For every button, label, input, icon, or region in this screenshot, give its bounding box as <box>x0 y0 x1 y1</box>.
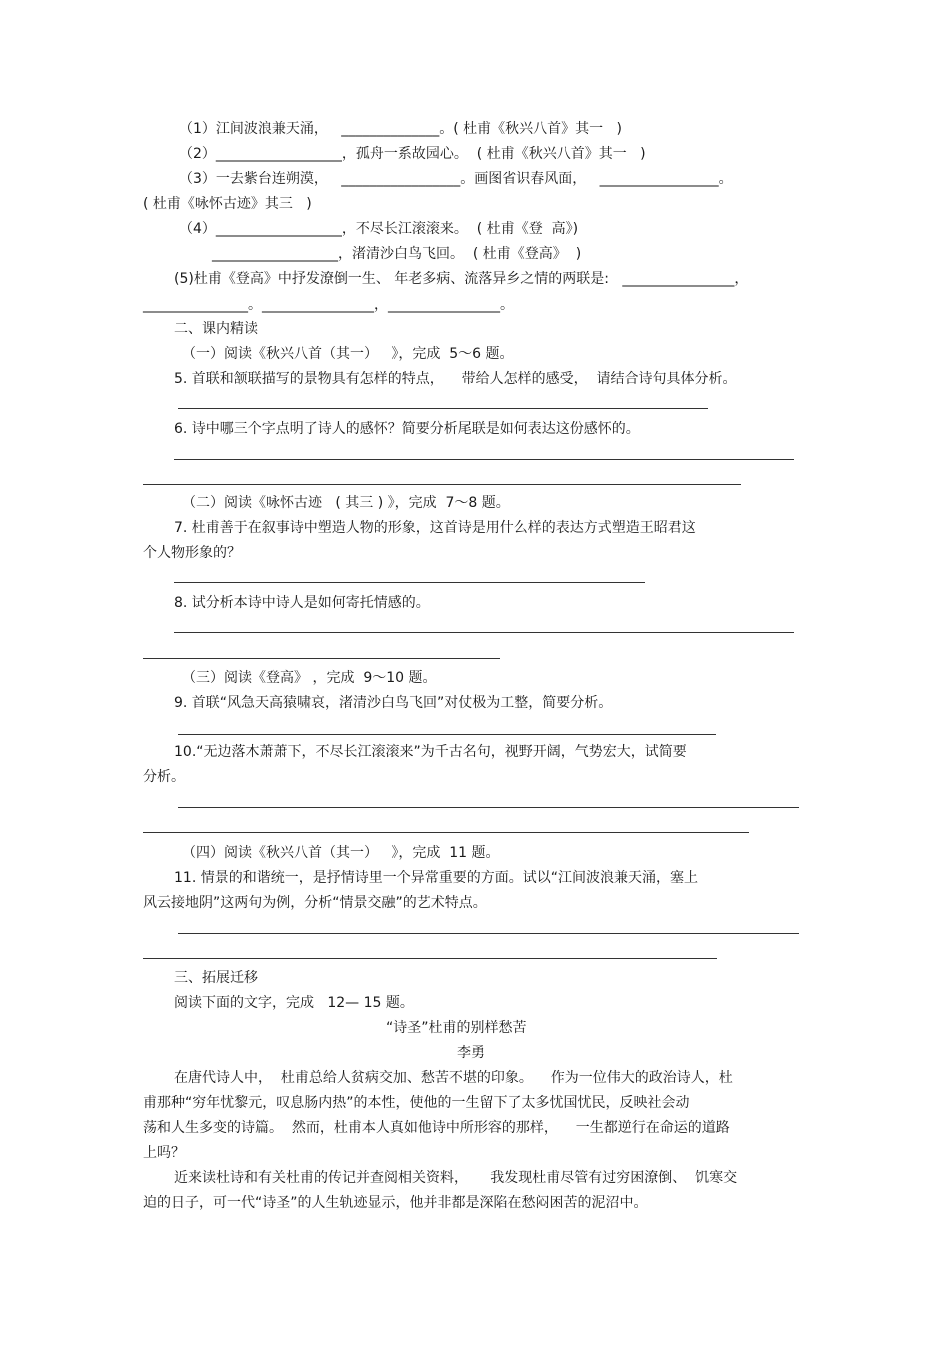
paragraph-1-line-1: 在唐代诗人中， 杜甫总给人贫病交加、愁苦不堪的印象。 作为一位伟大的政治诗人，杜 <box>174 1070 733 1086</box>
question-10-line-2: 分析。 <box>143 769 185 785</box>
answer-line <box>178 734 716 735</box>
recite-line-2: （2）__________________，孤舟一系故园心。 ( 杜甫《秋兴八首》其一 ) <box>179 146 646 162</box>
recite-line-5: （4）__________________，不尽长江滚滚来。 ( 杜甫《登 高》) <box>179 221 579 237</box>
recite-line-4: ( 杜甫《咏怀古迹》其三 ) <box>143 196 312 212</box>
paragraph-1-line-4: 上吗？ <box>143 1145 185 1161</box>
section3-intro: 阅读下面的文字，完成 12— 15 题。 <box>174 995 414 1011</box>
recite-line-8: _______________。________________，________________。 <box>143 297 514 313</box>
question-7-line-1: 7. 杜甫善于在叙事诗中塑造人物的形象，这首诗是用什么样的表达方式塑造王昭君这 <box>174 520 696 536</box>
paragraph-2-line-2: 迫的日子，可一代“诗圣”的人生轨迹显示，他并非都是深陷在愁闷困苦的泥沼中。 <box>143 1195 648 1211</box>
answer-line <box>174 632 794 633</box>
passage4-title: （四）阅读《秋兴八首（其一） 》，完成 11 题。 <box>182 845 500 861</box>
recite-line-6: __________________，渚清沙白鸟飞回。 ( 杜甫《登高》 ) <box>212 246 582 262</box>
recite-line-3: （3）一去紫台连朔漠， _________________。画图省识春风面， _________________。 <box>179 171 733 187</box>
answer-line <box>178 807 799 808</box>
answer-line <box>174 459 794 460</box>
passage3-title: （三）阅读《登高》 ，完成 9～10 题。 <box>182 670 437 686</box>
passage1-title: （一）阅读《秋兴八首（其一） 》，完成 5～6 题。 <box>182 346 514 362</box>
paragraph-1-line-3: 荡和人生多变的诗篇。 然而，杜甫本人真如他诗中所形容的那样， 一生都逆行在命运的道路 <box>143 1120 730 1136</box>
article-author: 李勇 <box>457 1045 485 1061</box>
section2-heading: 二、课内精读 <box>174 321 258 337</box>
answer-line <box>178 933 799 934</box>
answer-line <box>143 658 500 659</box>
answer-line <box>178 408 708 409</box>
answer-line <box>174 582 645 583</box>
recite-line-7: (5)杜甫《登高》中抒发潦倒一生、 年老多病、流落异乡之情的两联是: ________________， <box>174 271 749 287</box>
section3-heading: 三、拓展迁移 <box>174 970 258 986</box>
passage2-title: （二）阅读《咏怀古迹 ( 其三 ) 》，完成 7～8 题。 <box>182 495 510 511</box>
question-5: 5. 首联和颔联描写的景物具有怎样的特点， 带给人怎样的感受， 请结合诗句具体分析。 <box>174 371 737 387</box>
question-8: 8. 试分析本诗中诗人是如何寄托情感的。 <box>174 595 430 611</box>
paragraph-2-line-1: 近来读杜诗和有关杜甫的传记并查阅相关资料， 我发现杜甫尽管有过穷困潦倒、 饥寒交 <box>174 1170 738 1186</box>
article-title: “诗圣”杜甫的别样愁苦 <box>386 1020 527 1036</box>
answer-line <box>143 832 749 833</box>
question-6: 6. 诗中哪三个字点明了诗人的感怀？简要分析尾联是如何表达这份感怀的。 <box>174 421 640 437</box>
question-9: 9. 首联“风急天高猿啸哀，渚清沙白鸟飞回”对仗极为工整，简要分析。 <box>174 695 613 711</box>
answer-line <box>143 958 717 959</box>
recite-line-1: （1）江间波浪兼天涌， ______________。( 杜甫《秋兴八首》其一 ) <box>179 121 622 137</box>
question-11-line-1: 11. 情景的和谐统一，是抒情诗里一个异常重要的方面。试以“江间波浪兼天涌，塞上 <box>174 870 698 886</box>
question-11-line-2: 风云接地阴”这两句为例，分析“情景交融”的艺术特点。 <box>143 895 487 911</box>
paragraph-1-line-2: 甫那种“穷年忧黎元，叹息肠内热”的本性，使他的一生留下了太多忧国忧民，反映社会动 <box>143 1095 690 1111</box>
answer-line <box>143 484 741 485</box>
question-10-line-1: 10.“无边落木萧萧下，不尽长江滚滚来”为千古名句，视野开阔，气势宏大，试简要 <box>174 744 687 760</box>
question-7-line-2: 个人物形象的？ <box>143 545 241 561</box>
